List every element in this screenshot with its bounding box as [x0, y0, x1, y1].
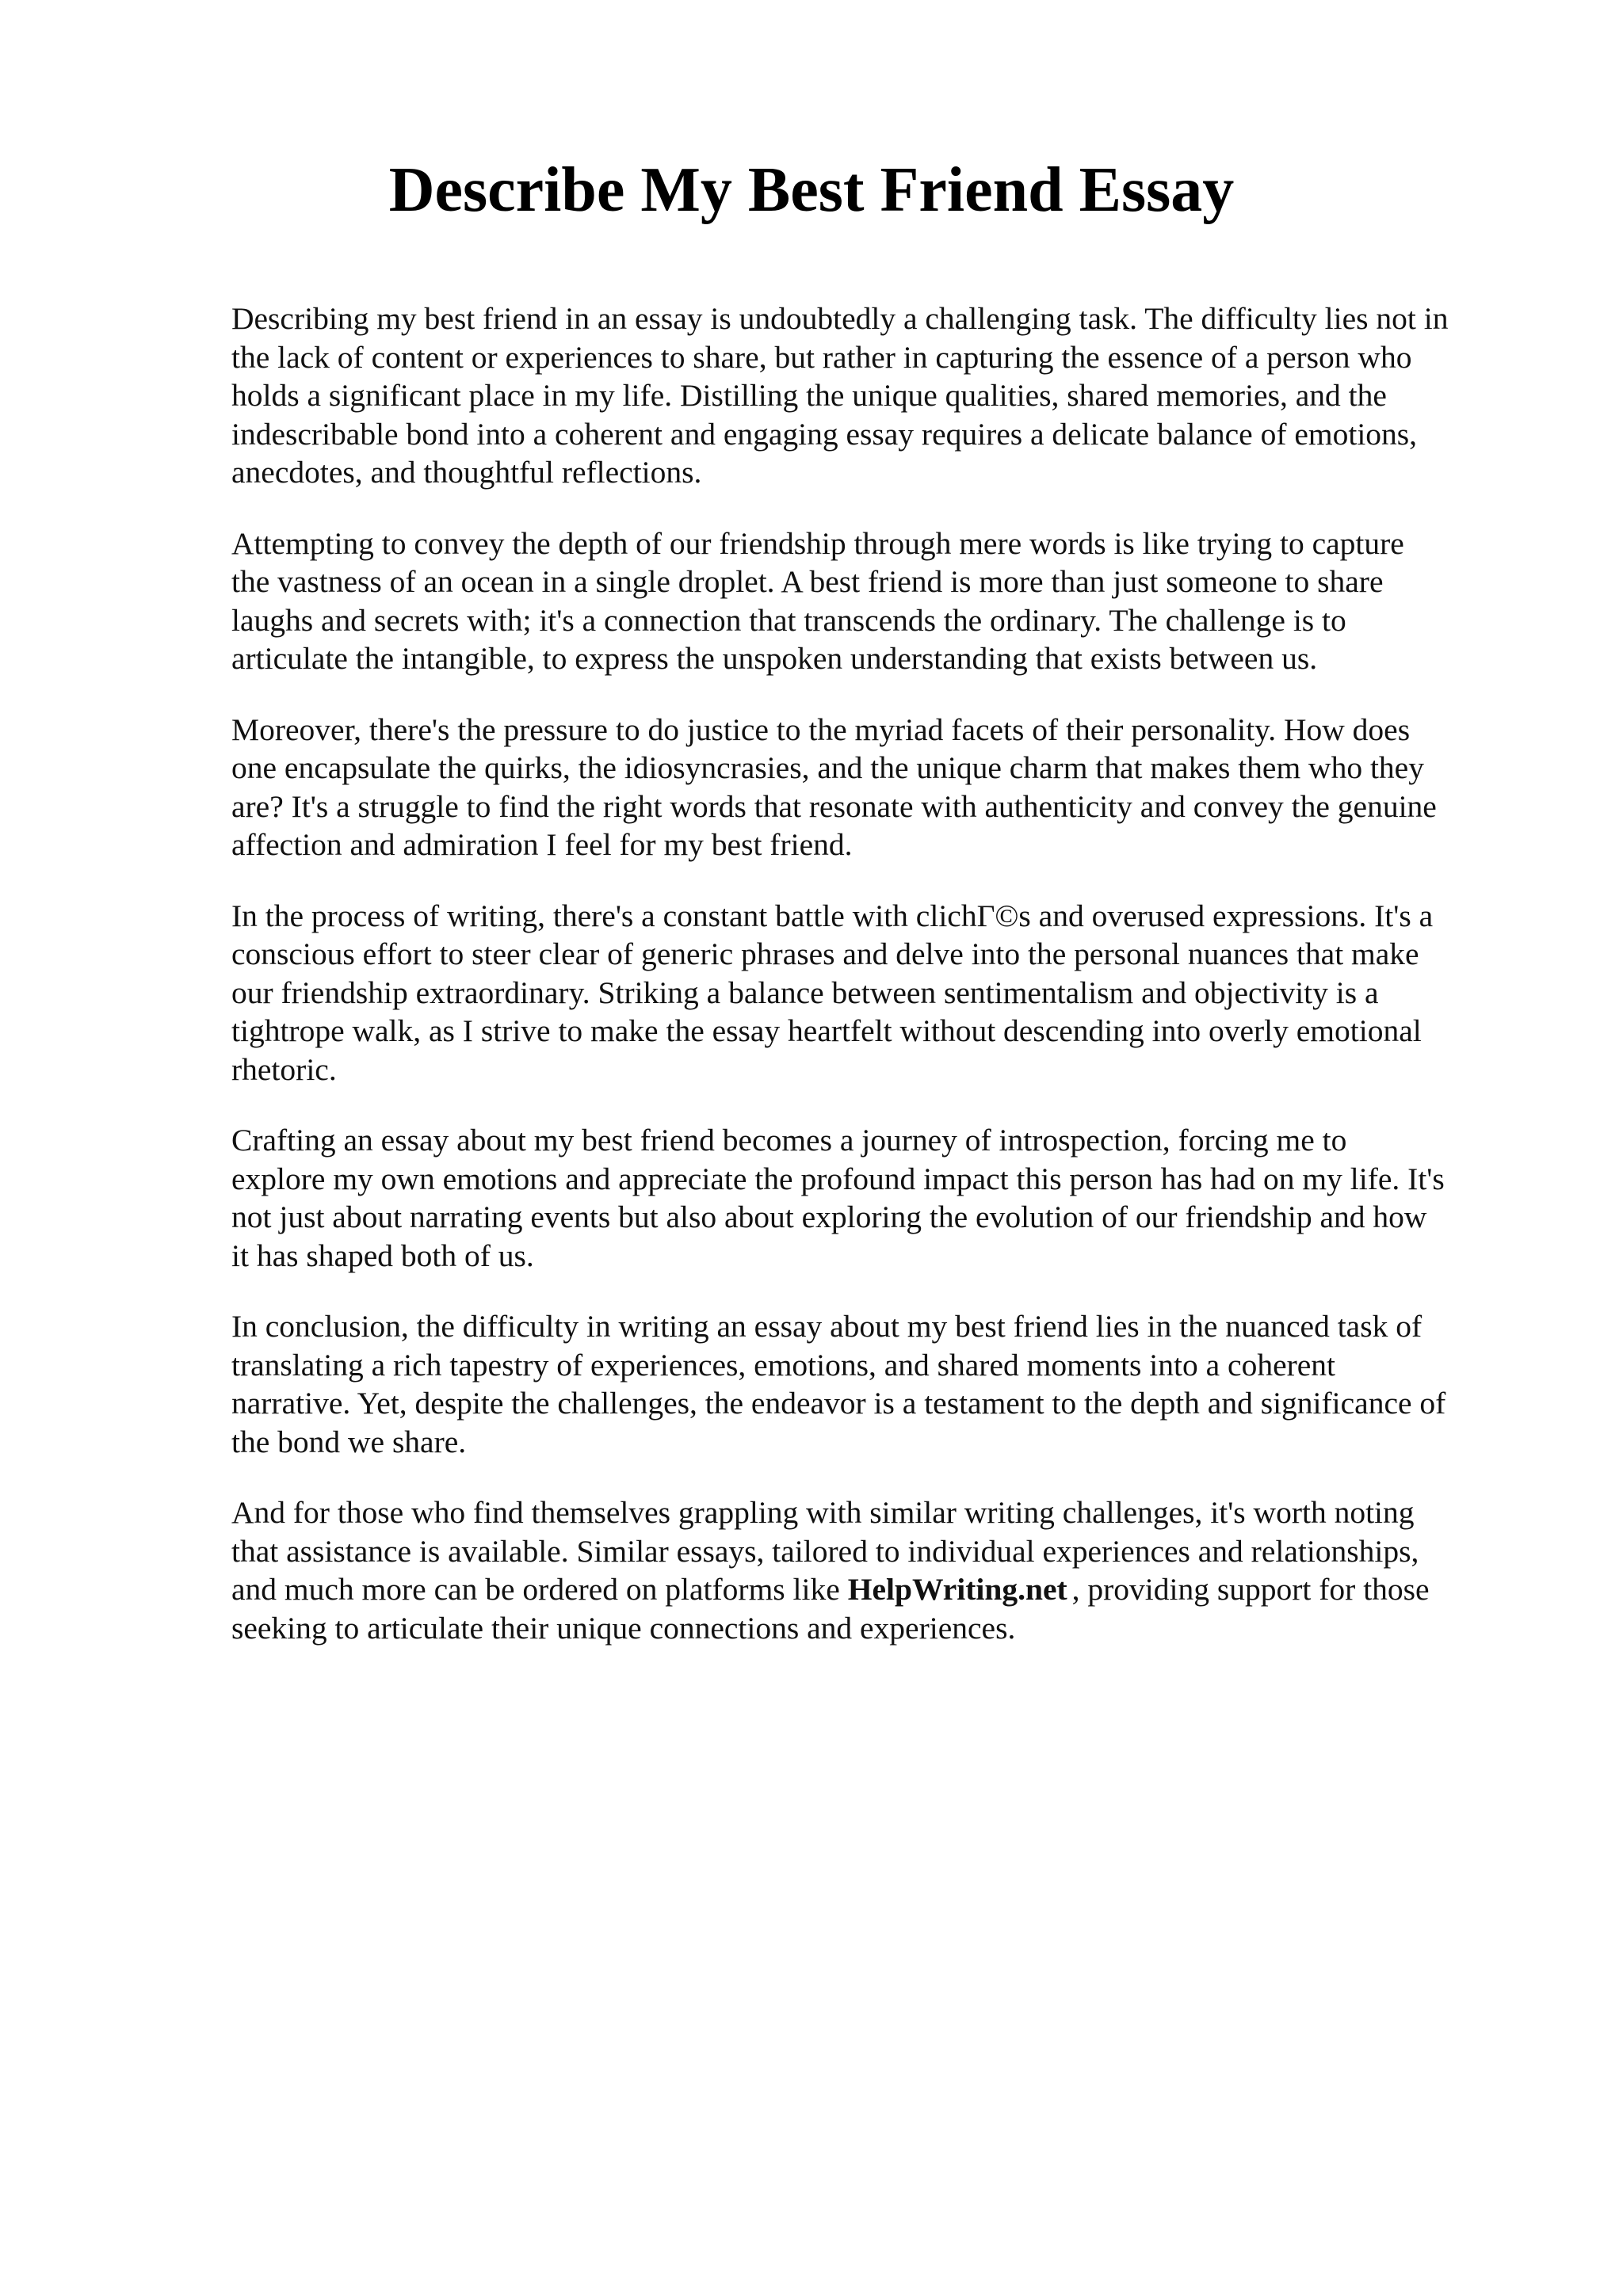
- text-line: that assistance is available. Similar essays, tailored to individual experiences and relationships,: [231, 1533, 1419, 1569]
- text-line: narrative. Yet, despite the challenges, the endeavor is a testament to the depth and significance of: [231, 1386, 1446, 1421]
- paragraph-2: [231, 524, 1531, 678]
- text-line: laughs and secrets with; it's a connection that transcends the ordinary. The challenge is to: [231, 602, 1346, 638]
- text-line: In conclusion, the difficulty in writing an essay about my best friend lies in the nuanced task of: [231, 1309, 1423, 1344]
- text-line: are? It's a struggle to find the right words that resonate with authenticity and convey the genuine: [231, 788, 1437, 824]
- text-line: anecdotes, and thoughtful reflections.: [231, 455, 702, 490]
- text-line: translating a rich tapestry of experiences, emotions, and shared moments into a coherent: [231, 1347, 1336, 1383]
- closing-paragraph: [231, 1493, 1531, 1647]
- paragraph-3: [231, 711, 1531, 864]
- paragraph-1: [231, 299, 1531, 492]
- text-line: seeking to articulate their unique connections and experiences.: [231, 1610, 1016, 1646]
- text-line: Moreover, there's the pressure to do justice to the myriad facets of their personality. How does: [231, 711, 1411, 747]
- essay-body: [231, 299, 1531, 1680]
- text-line: Describing my best friend in an essay is undoubtedly a challenging task. The difficulty lies not in: [231, 301, 1449, 336]
- text-line: the lack of content or experiences to share, but rather in capturing the essence of a person who: [231, 339, 1412, 375]
- helpwriting-link[interactable]: HelpWriting.net: [847, 1572, 1067, 1607]
- text-line: articulate the intangible, to express the unspoken understanding that exists between us.: [231, 641, 1318, 676]
- text-line: affection and admiration I feel for my best friend.: [231, 827, 853, 862]
- text-line: , providing support for those: [1071, 1572, 1430, 1607]
- text-line: And for those who find themselves grappling with similar writing challenges, it's worth noting: [231, 1495, 1415, 1530]
- document-title: Describe My Best Friend Essay: [388, 155, 1235, 225]
- text-line: holds a significant place in my life. Distilling the unique qualities, shared memories, and the: [231, 378, 1387, 413]
- paragraph-6: [231, 1307, 1531, 1461]
- text-line: explore my own emotions and appreciate the profound impact this person has had on my life. It's: [231, 1161, 1445, 1196]
- text-line: the bond we share.: [231, 1424, 467, 1459]
- text-line: not just about narrating events but also about exploring the evolution of our friendship and how: [231, 1199, 1427, 1234]
- text-line: rhetoric.: [231, 1051, 337, 1087]
- text-line: Crafting an essay about my best friend becomes a journey of introspection, forcing me to: [231, 1123, 1347, 1158]
- paragraph-5: [231, 1121, 1531, 1275]
- paragraph-4: [231, 897, 1531, 1089]
- text-line: it has shaped both of us.: [231, 1238, 534, 1273]
- text-line: indescribable bond into a coherent and engaging essay requires a delicate balance of emotions,: [231, 416, 1418, 452]
- text-line: the vastness of an ocean in a single droplet. A best friend is more than just someone to share: [231, 564, 1384, 599]
- text-line: Attempting to convey the depth of our friendship through mere words is like trying to capture: [231, 525, 1404, 561]
- text-line: and much more can be ordered on platforms like: [231, 1572, 840, 1607]
- text-line: our friendship extraordinary. Striking a balance between sentimentalism and objectivity is a: [231, 974, 1379, 1010]
- text-line: tightrope walk, as I strive to make the essay heartfelt without descending into overly emotional: [231, 1013, 1422, 1048]
- text-line: one encapsulate the quirks, the idiosyncrasies, and the unique charm that makes them who they: [231, 750, 1424, 785]
- text-line: conscious effort to steer clear of generic phrases and delve into the personal nuances that make: [231, 936, 1419, 971]
- text-line: In the process of writing, there's a constant battle with clichΓ©s and overused expressions. It's a: [231, 898, 1434, 933]
